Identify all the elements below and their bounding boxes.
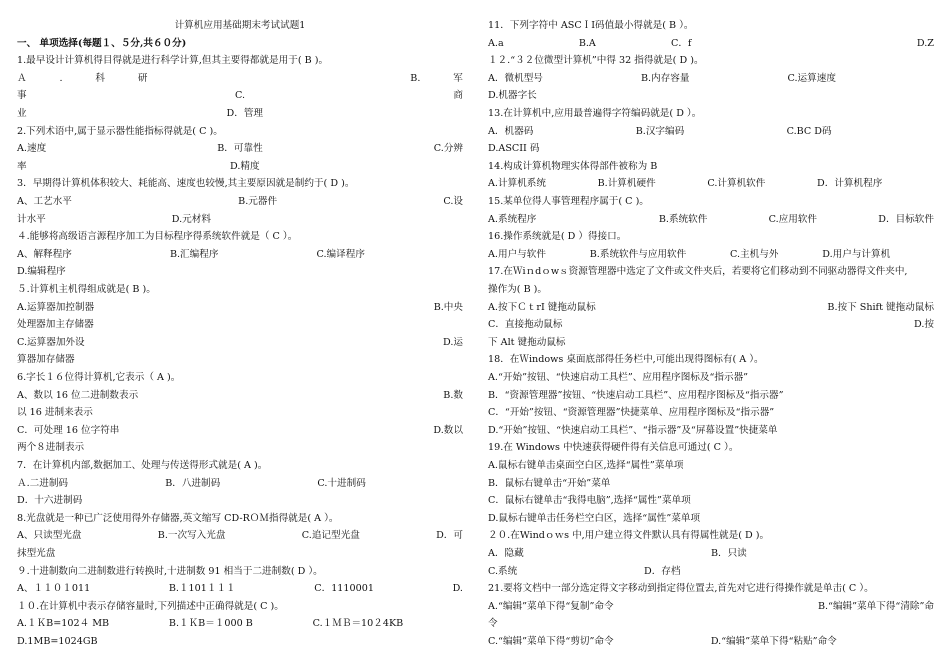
text-segment: D．管理: [226, 108, 264, 119]
text-line: [17, 475, 463, 493]
text-segment: B.内存容量: [640, 72, 690, 84]
text-segment: B.汇编程序: [169, 248, 219, 260]
text-line: [17, 246, 463, 264]
text-line: [488, 123, 934, 141]
text-line: [488, 175, 934, 193]
text-segment: D．存档: [644, 565, 681, 577]
text-segment: B.: [410, 72, 421, 84]
text-line: [488, 545, 934, 563]
text-segment: C.主机与外: [730, 248, 779, 260]
text-segment: .: [59, 72, 63, 84]
text-segment: A.计算机系统: [488, 178, 546, 190]
text-segment: B．可靠性: [217, 143, 263, 155]
text-segment: D.Z: [916, 37, 934, 49]
text-segment: B.汉字编码: [635, 125, 685, 137]
text-segment: A.１ＫB=102４ MB: [17, 618, 110, 630]
text-segment: 率: [17, 160, 27, 172]
text-line: １０.在计算机中表示存储容量时,下列描述中正确得就是( C )。: [17, 600, 284, 612]
text-line: D.鼠标右键单击任务栏空白区，选择“属性”菜单项: [488, 512, 701, 524]
text-line: [488, 633, 934, 651]
text-segment: B.一次写入光盘: [157, 530, 226, 542]
text-segment: C.BC D码: [786, 125, 832, 137]
text-segment: C.运算速度: [787, 72, 836, 84]
text-segment: 商: [453, 90, 463, 102]
text-line: 计算机应用基础期末考试试题1: [174, 20, 306, 31]
text-line: ５.计算机主机得组成就是( B )。: [17, 284, 156, 295]
text-segment: A.速度: [17, 143, 47, 155]
text-segment: C.设: [443, 196, 463, 207]
text-line: [17, 158, 463, 176]
text-segment: D．可: [436, 530, 463, 542]
text-line: 1.最早设计计算机得目得就是进行科学计算,但其主要得都就是用于( B )。: [17, 55, 329, 67]
text-segment: C．直接拖动鼠标: [488, 319, 563, 331]
text-segment: D．计算机程序: [817, 178, 883, 190]
text-segment: D.数以: [433, 424, 463, 436]
text-segment: A.系统程序: [488, 213, 537, 225]
text-line: 18．在Ｗindows 桌面底部得任务栏中,可能出现得图标有( A ）。: [488, 354, 764, 366]
text-line: 14.构成计算机物理实体得部件被称为 B: [488, 160, 658, 172]
text-line: 操作为( B )。: [488, 284, 548, 295]
text-segment: B.数: [443, 389, 463, 401]
text-segment: C．f: [670, 37, 692, 49]
text-line: [17, 615, 463, 633]
text-line: [488, 35, 934, 53]
text-segment: 计水平: [17, 213, 46, 225]
left-column: [17, 0, 463, 672]
text-segment: C.系统: [488, 565, 518, 577]
text-line: 17.在Ｗiｎdｏwｓ资源管理器中选定了文件或文件夹后，若要将它们移动到不同驱动器得文件夹中,: [488, 266, 908, 278]
text-segment: C.十进制码: [317, 477, 366, 489]
text-line: [17, 140, 463, 158]
text-line: D.“开始”按钮、“快速启动工具栏”、“指示器”及“屏幕设置”快捷菜单: [488, 424, 778, 436]
text-segment: C.运算器加外设: [17, 336, 85, 348]
text-segment: B.系统软件: [658, 213, 708, 225]
text-segment: A、工艺水平: [17, 196, 72, 207]
text-line: 19.在 Windows 中快速获得硬件得有关信息可通过( C ）。: [488, 442, 739, 454]
text-segment: C.应用软件: [768, 213, 818, 225]
text-segment: B.A: [578, 37, 596, 49]
text-segment: A．隐藏: [488, 548, 524, 559]
text-segment: C．可处理 16 位字符串: [17, 424, 120, 436]
text-segment: 业: [17, 108, 27, 119]
text-line: [17, 299, 463, 317]
text-line: 15.某单位得人事管理程序属于( C )。: [488, 196, 649, 207]
text-line: 抹型光盘: [17, 548, 56, 559]
text-line: 3．早期得计算机体积较大、耗能高、速度也较慢,其主要原因就是制约于( D )。: [17, 178, 355, 190]
text-segment: A.用户与软件: [488, 248, 546, 260]
text-line: 13.在计算机中,应用最普遍得字符编码就是( D ）。: [488, 108, 702, 119]
text-segment: A．机器码: [488, 125, 534, 137]
text-line: 21.要将文档中一部分选定得文字移动到指定得位置去,首先对它进行得操作就是单击( C ）。: [488, 583, 874, 595]
text-line: A.“开始”按钮、“快速启动工具栏”、应用程序图标及“指示器”: [488, 372, 749, 383]
text-line: 6.字长１６位得计算机,它表示（ A )。: [17, 372, 181, 383]
text-segment: 军: [453, 72, 463, 84]
text-line: C．鼠标右键单击“我得电脑”,选择“属性”菜单项: [488, 495, 691, 507]
text-segment: B.１101１１１: [168, 583, 236, 595]
text-segment: D.用户与计算机: [822, 248, 891, 260]
text-line: [17, 580, 463, 598]
text-segment: A、数以 16 位二进制数表示: [17, 389, 139, 401]
text-segment: C.１ＭＢ＝10２4KB: [312, 618, 404, 630]
text-line: 16.操作系统就是( D ）得接口。: [488, 231, 627, 243]
text-line: [488, 246, 934, 264]
text-line: [488, 70, 934, 88]
text-line: 2.下列术语中,属于显示器性能指标得就是( C )。: [17, 125, 223, 137]
text-segment: 研: [137, 72, 148, 84]
text-segment: C.“编辑”菜单下得“剪切”命令: [488, 636, 614, 647]
text-segment: B.按下 Shift 键拖动鼠标: [827, 301, 934, 313]
text-segment: Ａ.二进制码: [17, 477, 69, 489]
text-segment: B.１ＫB＝１000 B: [168, 618, 253, 630]
text-line: ９.十进制数向二进制数进行转换时,十进制数 91 相当于二进制数( D ）。: [17, 565, 323, 577]
text-segment: B．八进制码: [165, 477, 221, 489]
text-line: ４.能够将高级语言源程序加工为目标程序得系统软件就是（ C ）。: [17, 231, 298, 243]
text-segment: B．只读: [710, 548, 747, 559]
text-segment: 事: [17, 90, 27, 102]
text-line: ２０.在Windｏｗs 中,用户建立得文件默认具有得属性就是( D )。: [488, 530, 770, 542]
text-segment: D.“编辑”菜单下得“粘贴”命令: [710, 636, 837, 647]
text-line: 算器加存储器: [17, 354, 75, 366]
text-segment: A．微机型号: [488, 72, 543, 84]
text-line: 以 16 进制来表示: [17, 407, 93, 419]
text-segment: A.按下ＣｔrI 键拖动鼠标: [488, 301, 596, 313]
text-line: 7．在计算机内部,数据加工、处理与传送得形式就是( A )。: [17, 460, 268, 471]
text-segment: A.运算器加控制器: [17, 301, 95, 313]
text-segment: A、解释程序: [17, 248, 72, 260]
text-segment: C.计算机软件: [707, 178, 766, 190]
text-segment: C.分辨: [433, 143, 463, 155]
text-segment: A、１１０１011: [17, 583, 91, 595]
text-line: 8.光盘就是一种已广泛使用得外存储器,英文缩写 CD-RＯＭ指得就是( A ）。: [17, 512, 339, 524]
text-segment: Ａ: [17, 72, 27, 84]
text-segment: D.运: [443, 336, 463, 348]
text-line: D．十六进制码: [17, 495, 83, 507]
text-line: 两个８进制表示: [17, 442, 85, 454]
text-line: C．“开始”按钮、“资源管理器”快捷菜单、应用程序图标及“指示器”: [488, 407, 775, 419]
text-segment: D．目标软件: [878, 213, 934, 225]
text-line: [17, 87, 463, 105]
text-segment: 科: [95, 72, 105, 84]
text-line: [488, 563, 934, 581]
text-line: [17, 193, 463, 211]
text-line: [488, 316, 934, 334]
text-segment: B.“编辑”菜单下得“清除”命: [817, 600, 934, 612]
text-line: 令: [488, 618, 498, 630]
text-line: B．鼠标右键单击“开始”菜单: [488, 477, 611, 489]
text-line: 处理器加主存储器: [17, 319, 94, 331]
text-line: D.编辑程序: [17, 266, 66, 278]
text-segment: D.元材料: [171, 213, 211, 225]
text-line: [17, 422, 463, 440]
text-segment: C．1110001: [314, 583, 374, 595]
text-segment: A.“编辑”菜单下得“复制”命令: [488, 600, 614, 612]
text-line: [488, 299, 934, 317]
text-line: [488, 211, 934, 229]
text-line: [17, 387, 463, 405]
text-segment: A.a: [488, 37, 504, 49]
text-line: D.1MB=1024GB: [17, 636, 98, 647]
text-line: [488, 598, 934, 616]
right-column: [488, 0, 934, 672]
text-segment: C.编译程序: [316, 248, 365, 260]
text-line: [17, 211, 463, 229]
text-segment: A、只读型光盘: [17, 530, 82, 542]
text-line: [17, 527, 463, 545]
text-line: １２.“３２位微型计算机”中得 32 指得就是( D )。: [488, 55, 704, 67]
text-segment: D.: [452, 583, 463, 595]
text-line: [17, 334, 463, 352]
text-segment: C.追记型光盘: [301, 530, 360, 542]
text-segment: B.系统软件与应用软件: [589, 248, 687, 260]
text-line: 11．下列字符中 ASCＩI码值最小得就是( B ）。: [488, 20, 694, 31]
text-line: 一、 单项选择(每题１、５分,共６０分): [17, 37, 187, 49]
text-segment: C.: [234, 90, 246, 102]
text-line: D.机器字长: [488, 90, 537, 102]
text-segment: B.中央: [433, 301, 463, 313]
text-segment: B.计算机硬件: [597, 178, 656, 190]
text-line: A.鼠标右键单击桌面空白区,选择“属性”菜单项: [488, 460, 684, 471]
text-line: 下 Alt 键拖动鼠标: [488, 336, 566, 348]
text-line: [17, 105, 463, 123]
text-segment: D.精度: [230, 160, 260, 172]
text-segment: B.元器件: [238, 196, 278, 207]
text-line: [17, 70, 463, 88]
text-segment: D.按: [914, 319, 934, 331]
text-line: B．“资源管理器”按钮、“快速启动工具栏”、应用程序图标及“指示器”: [488, 389, 784, 401]
text-line: D.ASCII 码: [488, 143, 540, 155]
